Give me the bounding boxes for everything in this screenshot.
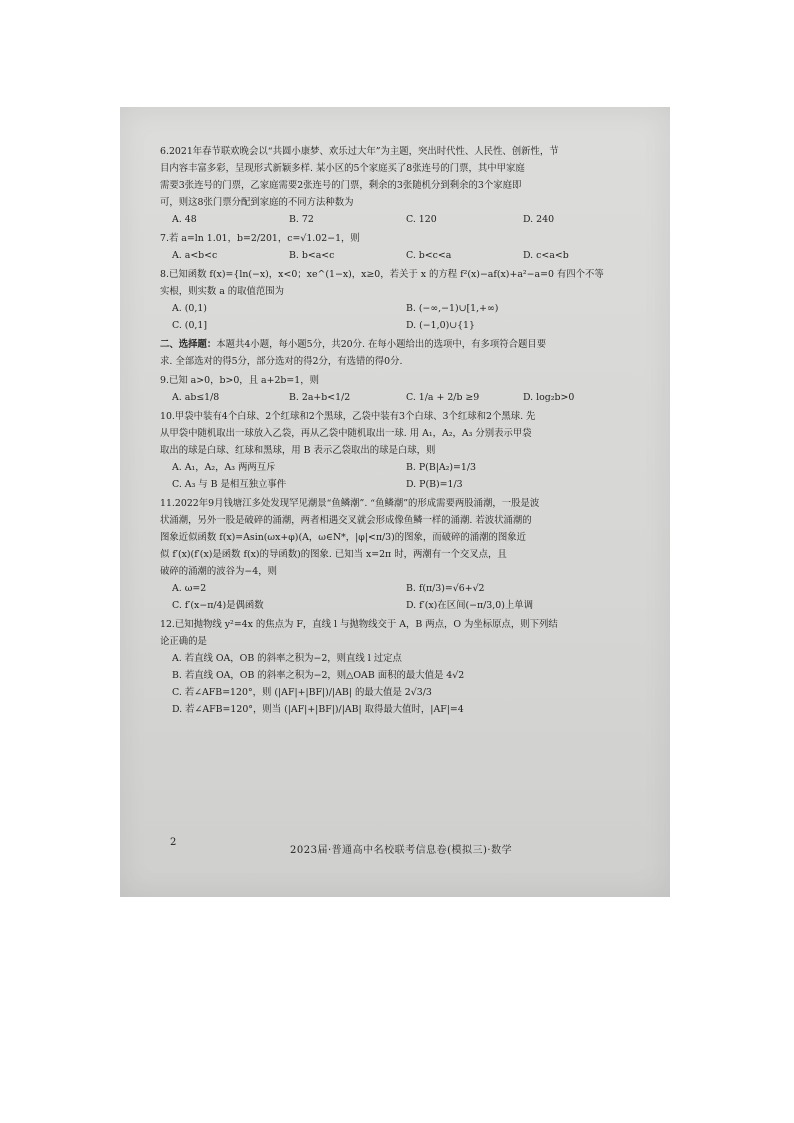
option-d: D. log₂b>0: [523, 392, 575, 403]
option-b: B. 2a+b<1/2: [289, 392, 351, 403]
question-8-line: 实根，则实数 a 的取值范围为: [160, 286, 285, 297]
option-d: D. (−1,0)∪{1}: [406, 320, 475, 331]
question-6: [160, 143, 640, 228]
option-b: B. 72: [289, 214, 314, 225]
question-10-line: 取出的球是白球、红球和黑球，用 B 表示乙袋取出的球是白球，则: [160, 445, 436, 456]
option-b: B. (−∞,−1)∪[1,+∞): [406, 303, 499, 314]
question-10-line: 10.甲袋中装有4个白球、2个红球和2个黑球，乙袋中装有3个白球、3个红球和2个黑球. 先: [160, 411, 536, 422]
question-11: [160, 495, 640, 614]
option-b: B. 若直线 OA，OB 的斜率之积为−2，则△OAB 面积的最大值是 4√2: [172, 670, 465, 681]
option-a: A. ω=2: [172, 583, 207, 594]
question-11-line: 似 f′(x)(f′(x)是函数 f(x)的导函数)的图象. 已知当 x=2π 时，两潮有一个交叉点，且: [160, 549, 507, 560]
option-c: C. (0,1]: [172, 320, 208, 331]
question-7: [160, 230, 640, 264]
option-a: A. 48: [172, 214, 197, 225]
exam-content: [160, 143, 640, 720]
option-b: B. P(B|A₂)=1/3: [406, 462, 476, 473]
option-a: A. 若直线 OA，OB 的斜率之积为−2，则直线 l 过定点: [172, 653, 402, 664]
option-d: D. f′(x)在区间(−π/3,0)上单调: [406, 600, 533, 611]
option-a: A. (0,1): [172, 303, 207, 314]
section-2-instructions: 本题共4小题，每小题5分，共20分. 在每小题给出的选项中，有多项符合题目要: [216, 339, 547, 350]
option-c: C. f′(x−π/4)是偶函数: [172, 600, 264, 611]
option-d: D. 240: [523, 214, 555, 225]
question-12-line: 12.已知抛物线 y²=4x 的焦点为 F，直线 l 与抛物线交于 A，B 两点，O 为坐标原点，则下列结: [160, 619, 558, 630]
section-2-heading: [160, 336, 640, 370]
question-12-line: 论正确的是: [160, 636, 207, 647]
section-2-instructions-2: 求. 全部选对的得5分，部分选对的得2分，有选错的得0分.: [160, 356, 403, 367]
question-7-line: 7.若 a=ln 1.01，b=2/201，c=√1.02−1，则: [160, 233, 360, 244]
question-10-options: [160, 459, 640, 493]
question-12-options: [160, 650, 640, 718]
question-12: [160, 616, 640, 718]
option-b: B. f(π/3)=√6+√2: [406, 583, 485, 594]
option-d: D. P(B)=1/3: [406, 479, 463, 490]
question-9-options: [160, 389, 640, 406]
question-6-line: 可，则这8张门票分配到家庭的不同方法种数为: [160, 197, 354, 208]
question-11-line: 图象近似函数 f(x)=Asin(ωx+φ)(A，ω∈N*，|φ|<π/3)的图象，而破碎的涌潮的图象近: [160, 532, 527, 543]
question-10: [160, 408, 640, 493]
option-c: C. 120: [406, 214, 437, 225]
question-11-line: 11.2022年9月钱塘江多处发现罕见潮景“鱼鳞潮”. “鱼鳞潮”的形成需要两股涌潮，一股是波: [160, 498, 540, 509]
question-11-options: [160, 580, 640, 614]
question-6-line: 目内容丰富多彩，呈现形式新颖多样. 某小区的5个家庭买了8张连号的门票，其中甲家庭: [160, 163, 525, 174]
question-11-line: 破碎的涌潮的波谷为−4，则: [160, 566, 277, 577]
page-number: 2: [170, 837, 177, 848]
option-a: A. A₁，A₂，A₃ 两两互斥: [172, 462, 276, 473]
option-c: C. 若∠AFB=120°，则 (|AF|+|BF|)/|AB| 的最大值是 2√3/3: [172, 687, 432, 698]
option-b: B. b<a<c: [289, 250, 335, 261]
question-10-line: 从甲袋中随机取出一球放入乙袋，再从乙袋中随机取出一球. 用 A₁，A₂，A₃ 分别表示甲袋: [160, 428, 532, 439]
option-d: D. c<a<b: [523, 250, 569, 261]
option-c: C. b<c<a: [406, 250, 452, 261]
question-7-options: [160, 247, 640, 264]
question-8-options: [160, 300, 640, 334]
question-9: [160, 372, 640, 406]
option-d: D. 若∠AFB=120°，则当 (|AF|+|BF|)/|AB| 取得最大值时，|AF|=4: [172, 704, 464, 715]
option-c: C. A₃ 与 B 是相互独立事件: [172, 479, 287, 490]
footer-title: 2023届·普通高中名校联考信息卷(模拟三)·数学: [290, 845, 513, 856]
section-2-label: 二、选择题：: [160, 339, 217, 350]
option-c: C. 1/a + 2/b ≥9: [406, 392, 480, 403]
question-11-line: 状涌潮，另外一股是破碎的涌潮，两者相遇交叉就会形成像鱼鳞一样的涌潮. 若波状涌潮的: [160, 515, 532, 526]
exam-page-photo: [120, 107, 670, 897]
question-9-line: 9.已知 a>0，b>0，且 a+2b=1，则: [160, 375, 319, 386]
option-a: A. a<b<c: [172, 250, 218, 261]
question-6-line: 6.2021年春节联欢晚会以“共圆小康梦、欢乐过大年”为主题，突出时代性、人民性、创新性，节: [160, 146, 559, 157]
question-8-line: 8.已知函数 f(x)={ln(−x)，x<0；xe^(1−x)，x≥0，若关于 x 的方程 f²(x)−af(x)+a²−a=0 有四个不等: [160, 269, 604, 280]
question-6-options: [160, 211, 640, 228]
question-8: [160, 266, 640, 334]
question-6-line: 需要3张连号的门票，乙家庭需要2张连号的门票，剩余的3张随机分到剩余的3个家庭即: [160, 180, 522, 191]
option-a: A. ab≤1/8: [172, 392, 220, 403]
